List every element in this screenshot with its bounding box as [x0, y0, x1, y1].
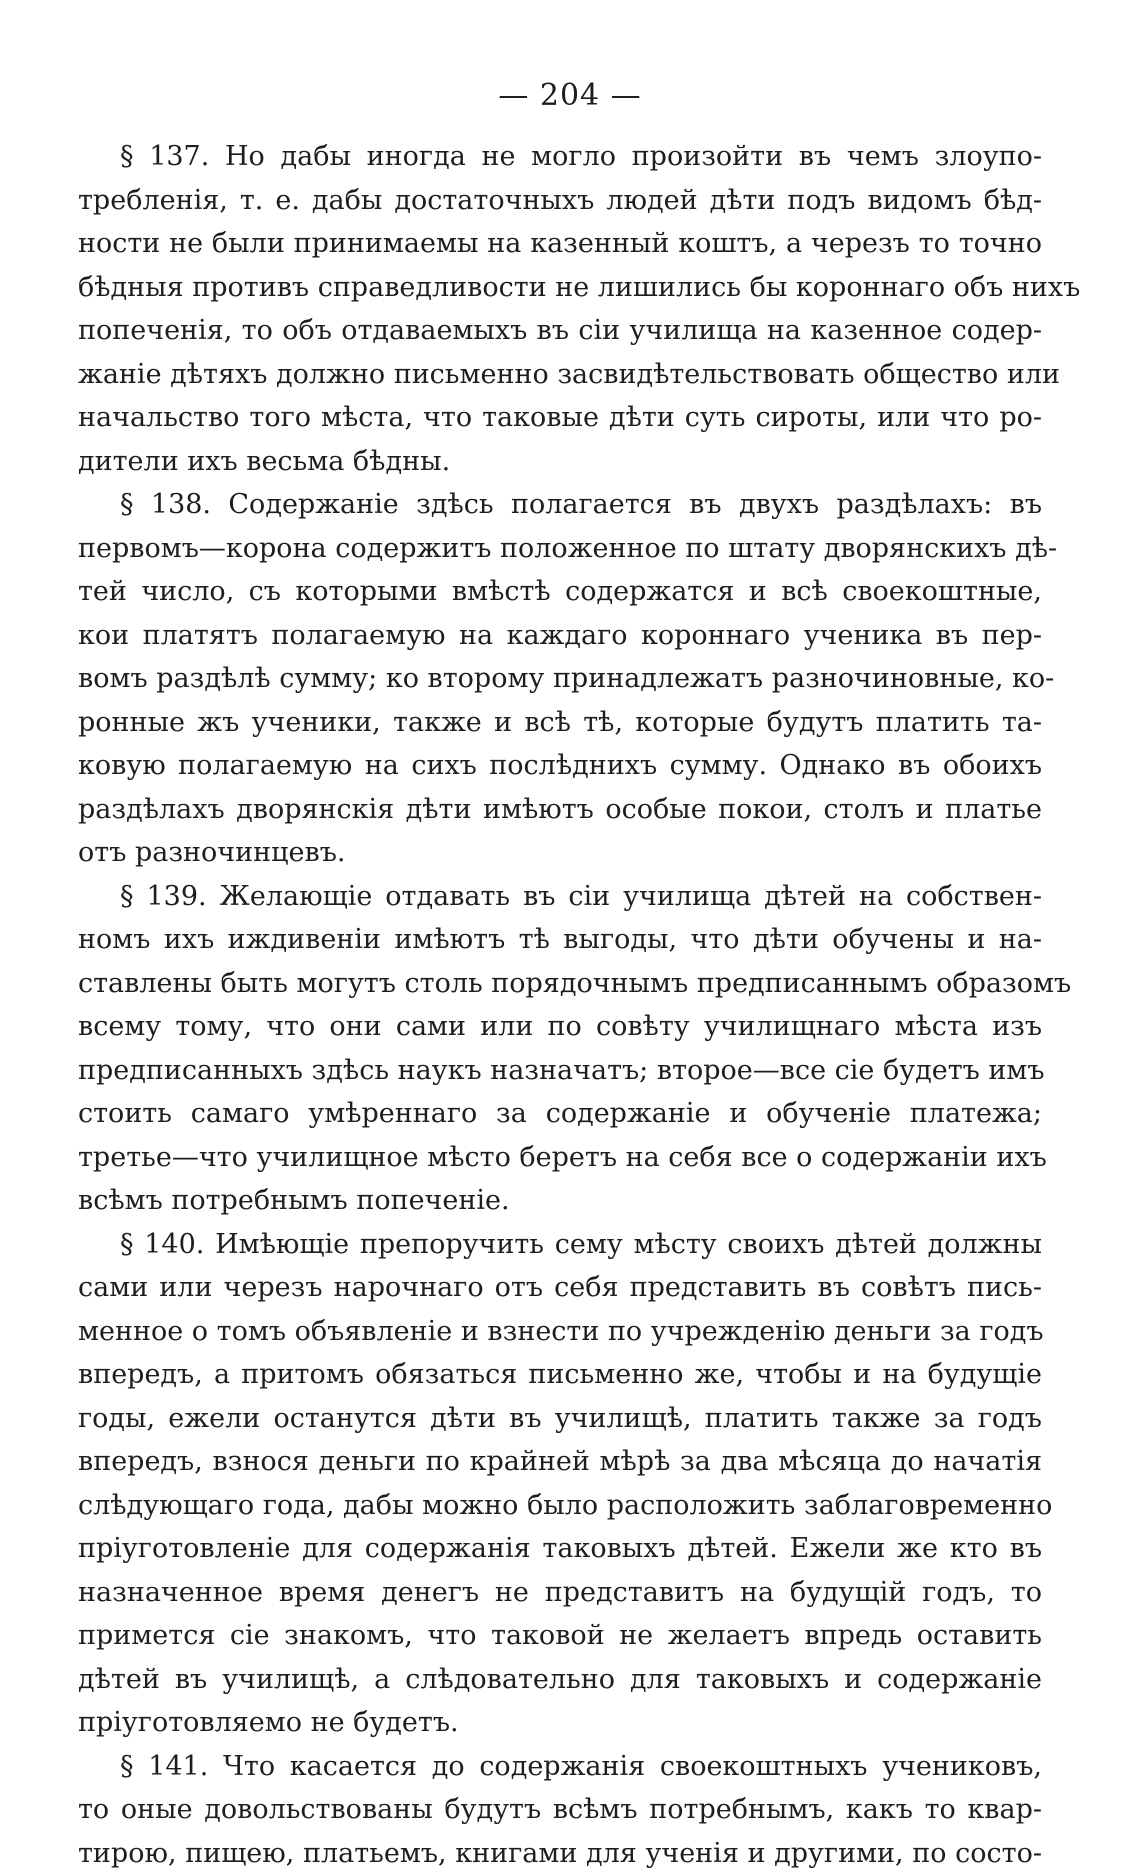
paragraph-140 [78, 1223, 1042, 1745]
text-line: всѣмъ потребнымъ попеченіе. [78, 1179, 1042, 1223]
text-line: номъ ихъ иждивеніи имѣютъ тѣ выгоды, что дѣти обучены и на- [78, 918, 1042, 962]
text-line: дители ихъ весьма бѣдны. [78, 440, 1042, 484]
text-line: пріуготовленіе для содержанія таковыхъ дѣтей. Ежели же кто въ [78, 1527, 1042, 1571]
text-line: годы, ежели останутся дѣти въ училищѣ, платить также за годъ [78, 1397, 1042, 1441]
text-line: бѣдныя противъ справедливости не лишились бы короннаго объ нихъ [78, 266, 1042, 310]
text-line: менное о томъ объявленіе и взнести по учрежденію деньги за годъ [78, 1310, 1042, 1354]
text-line: § 140. Имѣющіе препоручить сему мѣсту своихъ дѣтей должны [78, 1223, 1042, 1267]
text-line: предписанныхъ здѣсь наукъ назначатъ; второе—все сіе будетъ имъ [78, 1049, 1042, 1093]
text-line: сами или черезъ нарочнаго отъ себя представить въ совѣтъ пись- [78, 1266, 1042, 1310]
text-line: требленія, т. е. дабы достаточныхъ людей дѣти подъ видомъ бѣд- [78, 179, 1042, 223]
text-line: слѣдующаго года, дабы можно было расположить заблаговременно [78, 1484, 1042, 1528]
body-text [78, 135, 1042, 1875]
text-line: то оные довольствованы будутъ всѣмъ потребнымъ, какъ то квар- [78, 1788, 1042, 1832]
text-line: § 137. Но дабы иногда не могло произойти въ чемъ злоупо- [78, 135, 1042, 179]
text-line: пріуготовляемо не будетъ. [78, 1701, 1042, 1745]
text-line: впередъ, взнося деньги по крайней мѣрѣ за два мѣсяца до начатія [78, 1440, 1042, 1484]
text-line: § 141. Что касается до содержанія своекоштныхъ учениковъ, [78, 1745, 1042, 1789]
text-line: § 138. Содержаніе здѣсь полагается въ двухъ раздѣлахъ: въ [78, 483, 1042, 527]
text-line: отъ разночинцевъ. [78, 831, 1042, 875]
paragraph-139 [78, 875, 1042, 1223]
page-number: — 204 — [0, 78, 1140, 113]
text-line: § 139. Желающіе отдавать въ сіи училища дѣтей на собствен- [78, 875, 1042, 919]
text-line: всему тому, что они сами или по совѣту училищнаго мѣста изъ [78, 1005, 1042, 1049]
text-line: третье—что училищное мѣсто беретъ на себя все о содержаніи ихъ [78, 1136, 1042, 1180]
paragraph-141 [78, 1745, 1042, 1875]
text-line: дѣтей въ училищѣ, а слѣдовательно для таковыхъ и содержаніе [78, 1658, 1042, 1702]
paragraph-137 [78, 135, 1042, 483]
text-line: первомъ—корона содержитъ положенное по штату дворянскихъ дѣ- [78, 527, 1042, 571]
text-line: тей число, съ которыми вмѣстѣ содержатся и всѣ своекоштные, [78, 570, 1042, 614]
text-line: ставлены быть могутъ столь порядочнымъ предписаннымъ образомъ [78, 962, 1042, 1006]
text-line: вомъ раздѣлѣ сумму; ко второму принадлежатъ разночиновные, ко- [78, 657, 1042, 701]
text-line: жаніе дѣтяхъ должно письменно засвидѣтельствовать общество или [78, 353, 1042, 397]
text-line: кои платятъ полагаемую на каждаго короннаго ученика въ пер- [78, 614, 1042, 658]
text-line: раздѣлахъ дворянскія дѣти имѣютъ особые покои, столъ и платье [78, 788, 1042, 832]
paragraph-138 [78, 483, 1042, 875]
text-line: впередъ, а притомъ обязаться письменно же, чтобы и на будущіе [78, 1353, 1042, 1397]
text-line: примется сіе знакомъ, что таковой не желаетъ впредь оставить [78, 1614, 1042, 1658]
text-line: ности не были принимаемы на казенный коштъ, а черезъ то точно [78, 222, 1042, 266]
text-line: ронные жъ ученики, также и всѣ тѣ, которые будутъ платить та- [78, 701, 1042, 745]
text-line: начальство того мѣста, что таковые дѣти суть сироты, или что ро- [78, 396, 1042, 440]
text-line: попеченія, то объ отдаваемыхъ въ сіи училища на казенное содер- [78, 309, 1042, 353]
text-line: назначенное время денегъ не представитъ на будущій годъ, то [78, 1571, 1042, 1615]
text-line: тирою, пищею, платьемъ, книгами для ученія и другими, по состо- [78, 1832, 1042, 1875]
text-line: стоить самаго умѣреннаго за содержаніе и обученіе платежа; [78, 1092, 1042, 1136]
text-line: ковую полагаемую на сихъ послѣднихъ сумму. Однако въ обоихъ [78, 744, 1042, 788]
